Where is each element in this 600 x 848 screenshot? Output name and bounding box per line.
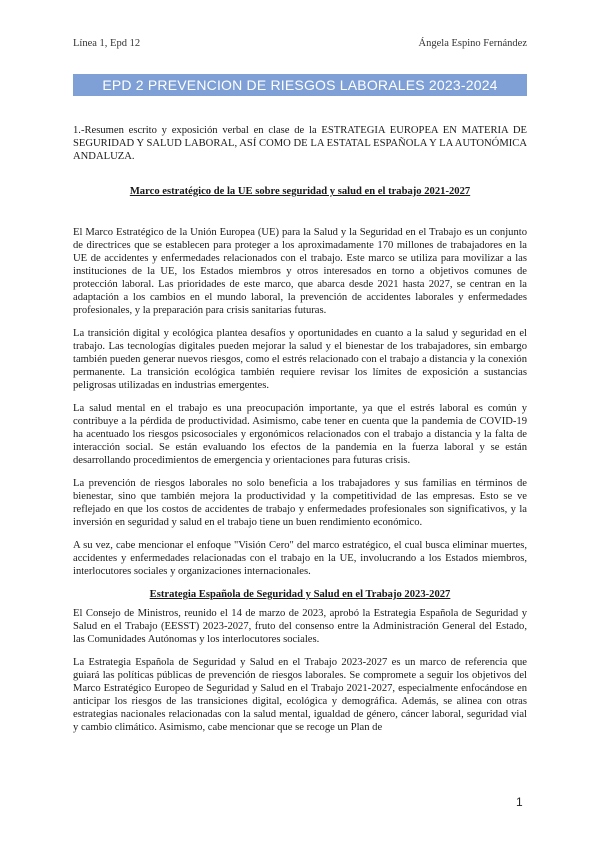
- paragraph: La prevención de riesgos laborales no solo beneficia a los trabajadores y sus familias en términos de bienestar, sino que también mejora la productividad y la competitividad de las empresas. Esto se ve reflejado en que los costos de accidentes de trabajo y enfermedades profesionales son significativos, y la inversión en seguridad y salud en el trabajo tiene un buen rendimiento económico.: [73, 478, 527, 528]
- paragraph: La transición digital y ecológica plantea desafíos y oportunidades en cuanto a la salud y seguridad en el trabajo. Las tecnologías digitales pueden mejorar la salud y el bienestar de los trabajadores, sin embargo también pueden generar nuevos riesgos, como el estrés relacionado con el trabajo a distancia y la conexión permanente. La transición ecológica también requiere revisar los límites de exposición a sustancias peligrosas utilizadas en industrias emergentes.: [73, 328, 527, 391]
- page-header: [73, 38, 527, 49]
- section-title-spain: Estrategia Española de Seguridad y Salud en el Trabajo 2023-2027: [149, 589, 451, 600]
- header-left: Línea 1, Epd 12: [73, 38, 141, 49]
- title-banner: EPD 2 PREVENCION DE RIESGOS LABORALES 2023-2024: [73, 74, 527, 96]
- intro-paragraph: 1.-Resumen escrito y exposición verbal en clase de la ESTRATEGIA EUROPEA EN MATERIA DE SEGURIDAD Y SALUD LABORAL, ASÍ COMO DE LA ESTATAL ESPAÑOLA Y LA AUTONÓMICA ANDALUZA.: [73, 125, 527, 162]
- header-right: Ángela Espino Fernández: [418, 38, 527, 49]
- paragraph: El Consejo de Ministros, reunido el 14 de marzo de 2023, aprobó la Estrategia Española de Seguridad y Salud en el Trabajo (EESST) 2023-2027, fruto del consenso entre la Administración General del Estado, las Comunidades Autónomas y los interlocutores sociales.: [73, 608, 527, 645]
- page-number: 1: [516, 795, 523, 809]
- paragraph: A su vez, cabe mencionar el enfoque "Visión Cero" del marco estratégico, el cual busca eliminar muertes, accidentes y enfermedades relacionadas con el trabajo en la UE, involucrando a los Estados miembros, interlocutores sociales y organizaciones internacionales.: [73, 540, 527, 577]
- paragraph: La Estrategia Española de Seguridad y Salud en el Trabajo 2023-2027 es un marco de referencia que guiará las políticas públicas de prevención de riesgos laborales. Se compromete a seguir los objetivos del Marco Estratégico Europeo de Seguridad y Salud en el Trabajo 2021-2027, especialmente enfocándose en anticipar los riesgos de las transiciones digital, ecológica y demográfica. Además, se alinea con otras estrategias nacionales relacionadas con la salud mental, igualdad de género, cáncer laboral, seguridad vial y cambio climático. Asimismo, cabe mencionar que se recoge un Plan de: [73, 657, 527, 733]
- document-body: [73, 124, 527, 744]
- paragraph: La salud mental en el trabajo es una preocupación importante, ya que el estrés laboral es común y contribuye a la pérdida de productividad. Asimismo, cabe tener en cuenta que la pandemia de COVID-19 ha acentuado los riesgos psicosociales y ergonómicos relacionados con el trabajo a distancia y la falta de interacción social. Se están evaluando los efectos de la pandemia en la fuerza laboral y se están desarrollando procedimientos de emergencia y orientaciones para futuras crisis.: [73, 403, 527, 466]
- paragraph: El Marco Estratégico de la Unión Europea (UE) para la Salud y la Seguridad en el Trabajo es un conjunto de directrices que se establecen para proteger a los aproximadamente 170 millones de trabajadores en la UE de accidentes y enfermedades relacionados con el trabajo. Este marco se utiliza para movilizar a las instituciones de la UE, los Estados miembros y otros interesados en torno a objetivos comunes de protección laboral. Las prioridades de este marco, que abarca desde 2021 hasta 2027, se centran en la adaptación a los cambios en el mundo laboral, la prevención de accidentes laborales y enfermedades profesionales, y la preparación para crisis sanitarias futuras.: [73, 227, 527, 316]
- section-title-eu: Marco estratégico de la UE sobre seguridad y salud en el trabajo 2021-2027: [129, 186, 471, 197]
